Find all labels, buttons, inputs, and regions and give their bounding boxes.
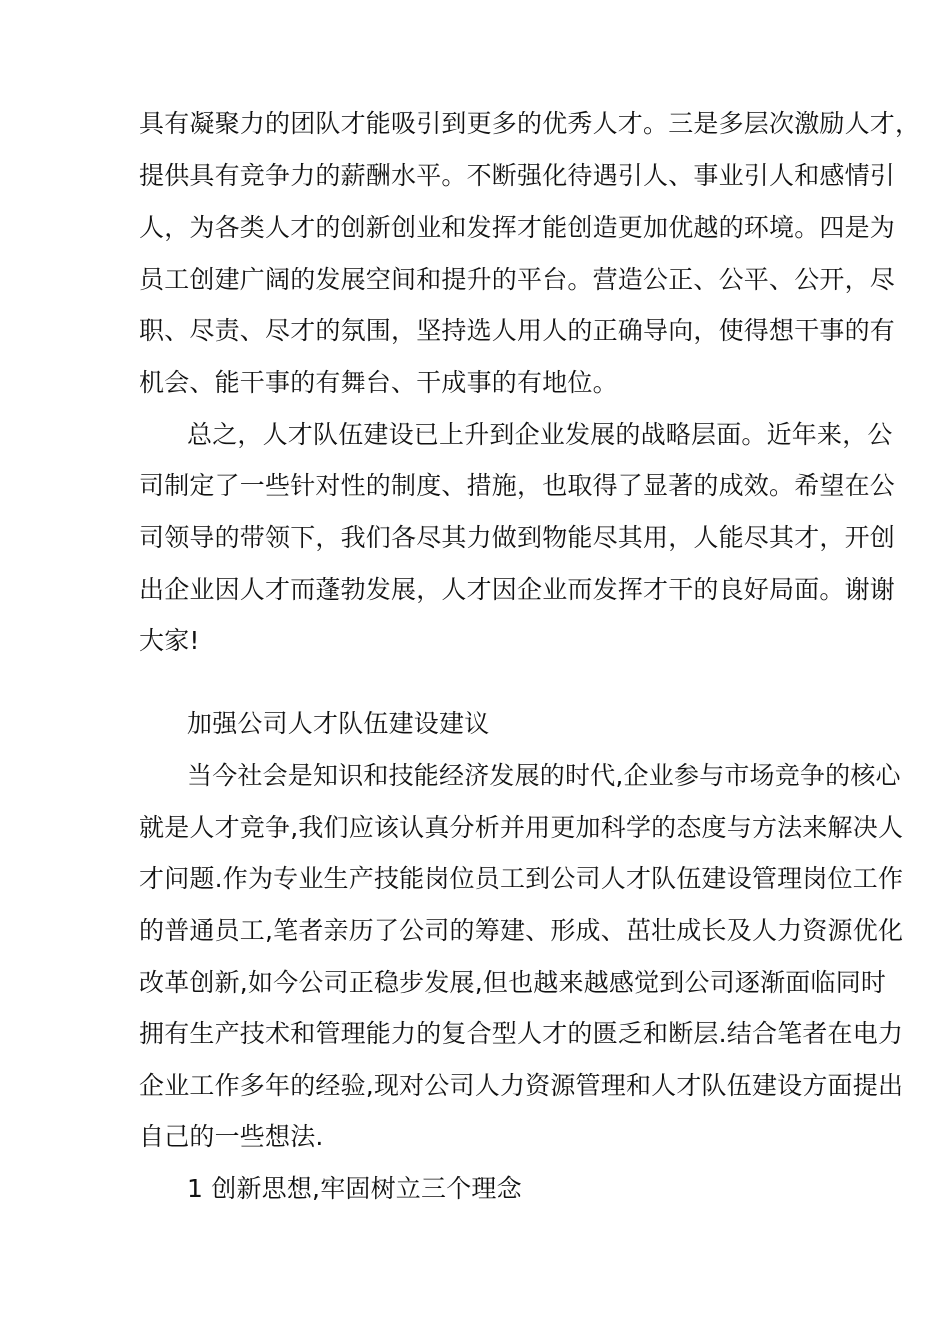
paragraph-1-line-5: 职、尽责、尽才的氛围，坚持选人用人的正确导向，使得想干事的有 [139,316,896,345]
paragraph-2-line-2: 司制定了一些针对性的制度、措施，也取得了显著的成效。希望在公 [139,471,896,500]
paragraph-3-line-5: 改革创新,如今公司正稳步发展,但也越来越感觉到公司逐渐面临同时 [139,968,887,997]
paragraph-3-line-8: 自己的一些想法. [139,1122,324,1151]
paragraph-1-line-6: 机会、能干事的有舞台、干成事的有地位。 [139,368,618,397]
paragraph-2-line-4: 出企业因人才而蓬勃发展，人才因企业而发挥才干的良好局面。谢谢 [139,575,896,604]
paragraph-3-line-1: 当今社会是知识和技能经济发展的时代,企业参与市场竞争的核心 [187,761,901,790]
heading-1: 1 创新思想,牢固树立三个理念 [187,1174,522,1203]
paragraph-1-line-1: 具有凝聚力的团队才能吸引到更多的优秀人才。三是多层次激励人才， [139,109,921,138]
paragraph-3-line-7: 企业工作多年的经验,现对公司人力资源管理和人才队伍建设方面提出 [139,1071,904,1100]
paragraph-2-line-5: 大家! [139,626,200,655]
paragraph-2-line-1: 总之，人才队伍建设已上升到企业发展的战略层面。近年来，公 [187,420,893,449]
paragraph-3-line-6: 拥有生产技术和管理能力的复合型人才的匮乏和断层.结合笔者在电力 [139,1019,904,1048]
paragraph-3-line-4: 的普通员工,笔者亲历了公司的筹建、形成、茁壮成长及人力资源优化 [139,916,904,945]
paragraph-1-line-4: 员工创建广阔的发展空间和提升的平台。营造公正、公平、公开，尽 [139,265,896,294]
paragraph-1-line-3: 人，为各类人才的创新创业和发挥才能创造更加优越的环境。四是为 [139,213,896,242]
paragraph-1-line-2: 提供具有竞争力的薪酬水平。不断强化待遇引人、事业引人和感情引 [139,161,896,190]
paragraph-3-line-2: 就是人才竞争,我们应该认真分析并用更加科学的态度与方法来解决人 [139,813,904,842]
section-title: 加强公司人才队伍建设建议 [187,709,490,738]
paragraph-3-line-3: 才问题.作为专业生产技能岗位员工到公司人才队伍建设管理岗位工作 [139,864,904,893]
paragraph-2-line-3: 司领导的带领下，我们各尽其力做到物能尽其用，人能尽其才，开创 [139,523,896,552]
